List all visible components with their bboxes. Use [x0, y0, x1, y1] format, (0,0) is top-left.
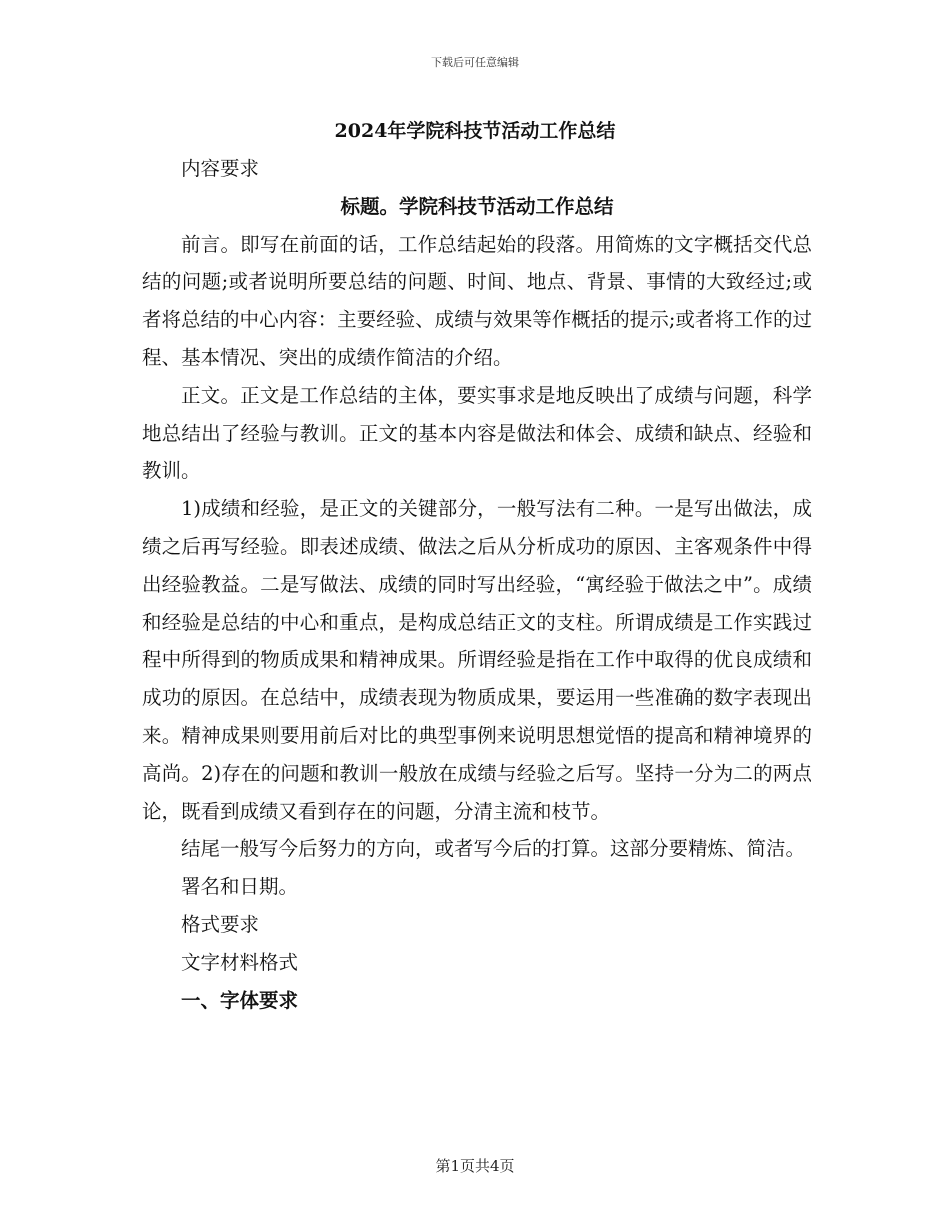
document-body — [142, 150, 812, 1019]
page-footer-number: 第1页共4页 — [435, 1157, 515, 1175]
paragraph-format-requirements: 格式要求 — [181, 912, 260, 936]
paragraph-signature-date: 署名和日期。 — [181, 875, 299, 899]
paragraph-ending: 结尾一般写今后努力的方向，或者写今后的打算。这部分要精炼、简洁。 — [181, 837, 806, 861]
section-label-content-requirements: 内容要求 — [181, 157, 260, 180]
section-heading-title: 标题。学院科技节活动工作总结 — [340, 194, 614, 218]
section-heading-font-requirements: 一、字体要求 — [181, 988, 299, 1012]
paragraph-main-text: 正文。正文是工作总结的主体，要实事求是地反映出了成绩与问题，科学地总结出了经验与教训。正文的基本内容是做法和体会、成绩和缺点、经验和教训。 — [142, 383, 812, 483]
page-header-note: 下载后可任意编辑 — [431, 56, 519, 69]
paragraph-preface: 前言。即写在前面的话，工作总结起始的段落。用简炼的文字概括交代总结的问题;或者说明所要总结的问题、时间、地点、背景、事情的大致经过;或者将总结的中心内容：主要经验、成绩与效果等作概括的提示;或者将工作的过程、基本情况、突出的成绩作简洁的介绍。 — [142, 232, 812, 369]
paragraph-text-material-format: 文字材料格式 — [181, 950, 299, 974]
document-title: 2024年学院科技节活动工作总结 — [334, 120, 616, 142]
paragraph-achievements-experience: 1)成绩和经验，是正文的关键部分，一般写法有二种。一是写出做法，成绩之后再写经验。即表述成绩、做法之后从分析成功的原因、主客观条件中得出经验教益。二是写做法、成绩的同时写出经验，“寓经验于做法之中”。成绩和经验是总结的中心和重点，是构成总结正文的支柱。所谓成绩是工作实践过程中所得到的物质成果和精神成果。所谓经验是指在工作中取得的优良成绩和成功的原因。在总结中，成绩表现为物质成果，要运用一些准确的数字表现出来。精神成果则要用前后对比的典型事例来说明思想觉悟的提高和精神境界的高尚。2)存在的问题和教训一般放在成绩与经验之后写。坚持一分为二的两点论，既看到成绩又看到存在的问题，分清主流和枝节。 — [142, 497, 812, 823]
